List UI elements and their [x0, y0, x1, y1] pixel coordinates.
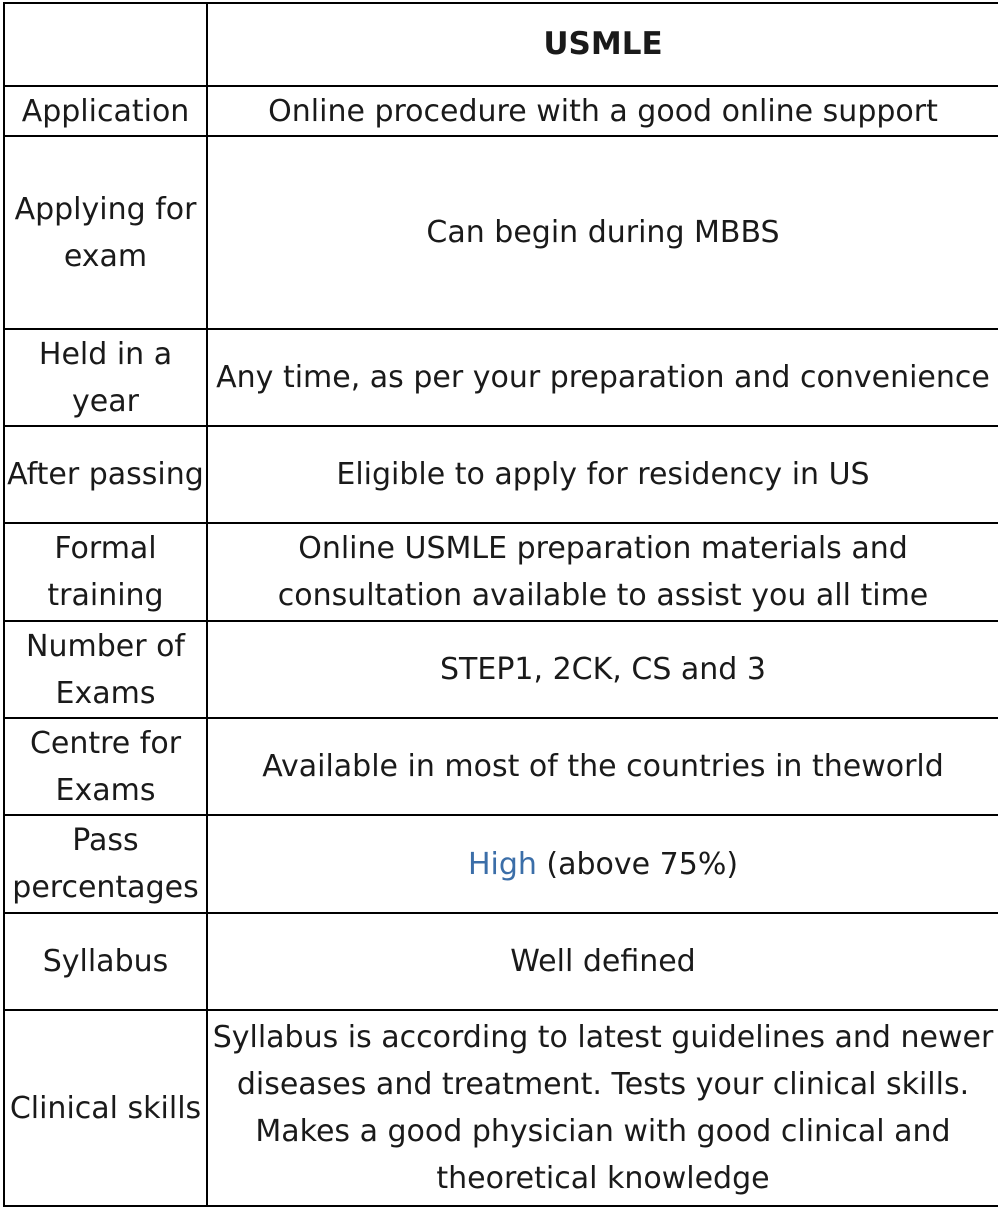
- table-row: [4, 523, 998, 621]
- row-label: Centre for Exams: [4, 718, 207, 815]
- table-row: [4, 913, 998, 1010]
- row-label: Number of Exams: [4, 621, 207, 718]
- table-row: [4, 718, 998, 815]
- row-value: Any time, as per your preparation and convenience: [207, 329, 998, 426]
- row-value: Well defined: [207, 913, 998, 1010]
- row-value: Syllabus is according to latest guidelines and newer diseases and treatment. Tests your clinical skills. Makes a good physician with good clinical and theoretical knowledge: [207, 1010, 998, 1206]
- row-label: Formal training: [4, 523, 207, 621]
- table-row: [4, 1010, 998, 1206]
- table-row: [4, 86, 998, 136]
- row-label: Application: [4, 86, 207, 136]
- row-value: [207, 815, 998, 913]
- header-usmle: USMLE: [207, 3, 998, 86]
- table-row: [4, 815, 998, 913]
- table-row: [4, 621, 998, 718]
- row-value: STEP1, 2CK, CS and 3: [207, 621, 998, 718]
- row-label: Held in a year: [4, 329, 207, 426]
- row-value: Online procedure with a good online support: [207, 86, 998, 136]
- pass-percentage-detail: (above 75%): [536, 846, 739, 882]
- comparison-table: [3, 2, 998, 1207]
- high-link[interactable]: High: [467, 846, 537, 882]
- row-value: Online USMLE preparation materials and consultation available to assist you all time: [207, 523, 998, 621]
- header-corner-cell: [4, 3, 207, 86]
- table-row: [4, 136, 998, 329]
- row-label: Pass percentages: [4, 815, 207, 913]
- row-label: Syllabus: [4, 913, 207, 1010]
- table-row: [4, 329, 998, 426]
- row-label: Applying for exam: [4, 136, 207, 329]
- row-value: Can begin during MBBS: [207, 136, 998, 329]
- row-value: Available in most of the countries in theworld: [207, 718, 998, 815]
- header-row: [4, 3, 998, 86]
- row-label: After passing: [4, 426, 207, 523]
- table-row: [4, 426, 998, 523]
- row-value: Eligible to apply for residency in US: [207, 426, 998, 523]
- row-label: Clinical skills: [4, 1010, 207, 1206]
